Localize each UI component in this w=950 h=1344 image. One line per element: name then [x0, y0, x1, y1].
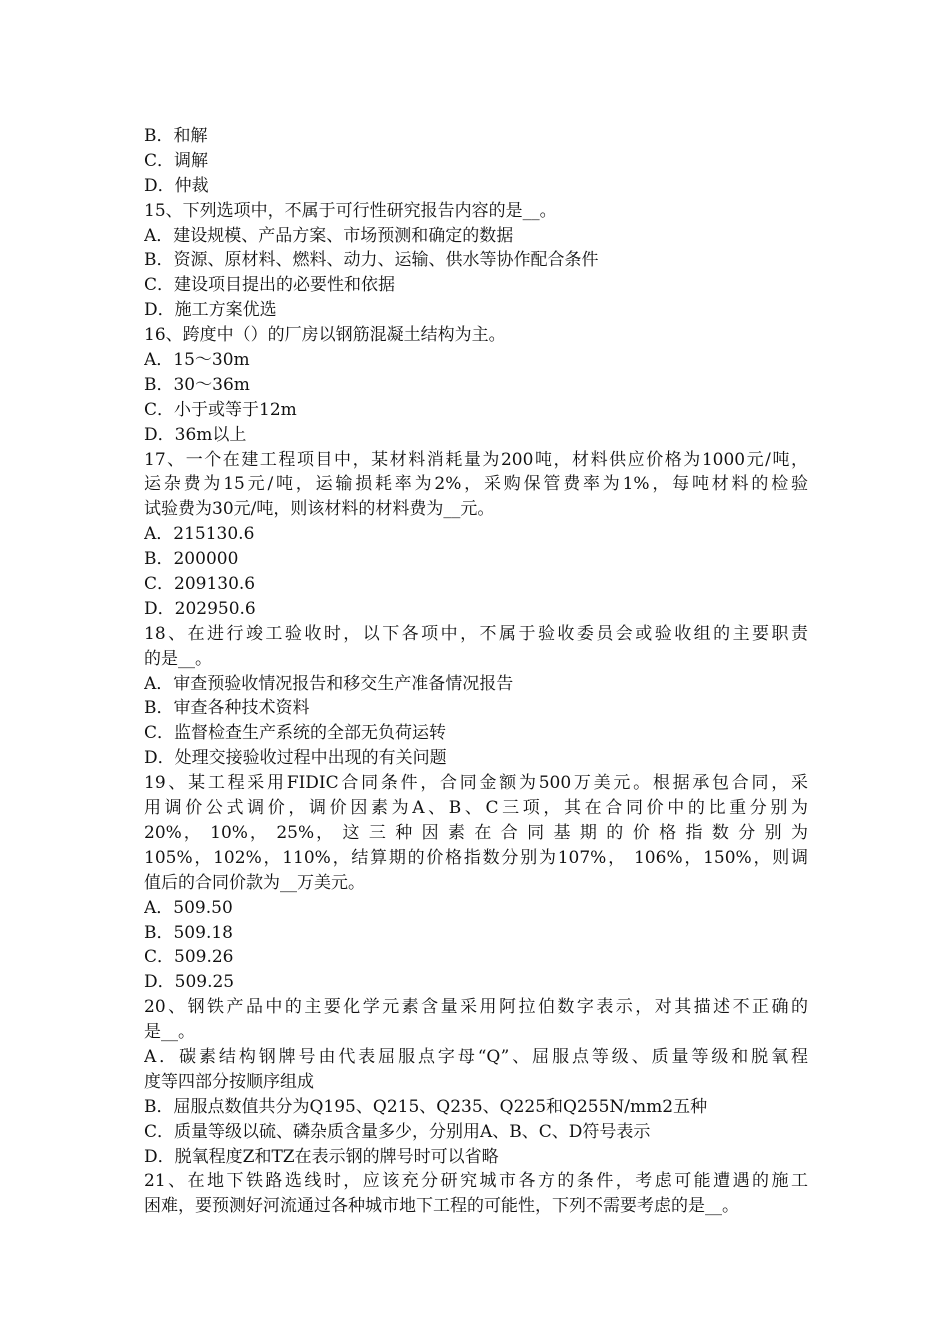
option-a-q20-line-2: 度等四部分按顺序组成 [144, 1071, 314, 1092]
option-a-q18: A．审查预验收情况报告和移交生产准备情况报告 [144, 673, 514, 694]
question-21-line-2: 困难，要预测好河流通过各种城市地下工程的可能性，下列不需要考虑的是__。 [144, 1196, 739, 1217]
option-d-q15: D．施工方案优选 [144, 300, 277, 321]
option-b-q17: B．200000 [144, 549, 239, 570]
option-c-q14: C．调解 [144, 150, 209, 171]
option-c-q17: C．209130.6 [144, 574, 256, 595]
question-17-line-3: 试验费为30元/吨，则该材料的材料费为__元。 [144, 499, 495, 520]
option-c-q15: C．建设项目提出的必要性和依据 [144, 275, 396, 296]
option-b-q14: B．和解 [144, 126, 208, 146]
option-a-q17: A．215130.6 [144, 524, 255, 545]
option-b-q19: B．509.18 [144, 922, 233, 943]
question-18-line-2: 的是__。 [144, 648, 212, 669]
question-16: 16、跨度中（）的厂房以钢筋混凝土结构为主。 [144, 325, 506, 346]
question-19-line-5: 值后的合同价款为__万美元。 [144, 872, 365, 893]
option-b-q16: B．30～36m [144, 374, 250, 395]
option-b-q15: B．资源、原材料、燃料、动力、运输、供水等协作配合条件 [144, 250, 599, 271]
option-a-q20-line-1: A．碳素结构钢牌号由代表屈服点字母“Q”、屈服点等级、质量等级和脱氧程 [144, 1046, 808, 1067]
question-18-line-1: 18、在进行竣工验收时，以下各项中，不属于验收委员会或验收组的主要职责 [144, 623, 808, 644]
option-a-q19: A．509.50 [144, 897, 233, 918]
question-21-line-1: 21、在地下铁路选线时，应该充分研究城市各方的条件，考虑可能遭遇的施工 [144, 1171, 808, 1192]
option-c-q18: C．监督检查生产系统的全部无负荷运转 [144, 723, 447, 744]
option-d-q20: D．脱氧程度Z和TZ在表示钢的牌号时可以省略 [144, 1146, 499, 1167]
question-17-line-1: 17、一个在建工程项目中，某材料消耗量为200吨，材料供应价格为1000元/吨， [144, 449, 808, 470]
option-a-q15: A．建设规模、产品方案、市场预测和确定的数据 [144, 225, 514, 246]
question-20-line-2: 是__。 [144, 1022, 195, 1043]
document-body [144, 124, 808, 1219]
option-d-q19: D．509.25 [144, 972, 235, 993]
option-b-q18: B．审查各种技术资料 [144, 698, 310, 719]
question-19-line-4: 105%，102%，110%，结算期的价格指数分别为107%， 106%，150%，则调 [144, 847, 808, 868]
option-d-q16: D．36m以上 [144, 424, 247, 445]
question-19-line-3: 20%， 10%， 25%， 这 三 种 因 素 在 合 同 基 期 的 价 格 指 数 分 别 为 [144, 822, 808, 843]
option-c-q20: C．质量等级以硫、磷杂质含量多少，分别用A、B、C、D符号表示 [144, 1121, 651, 1142]
option-d-q17: D．202950.6 [144, 598, 256, 619]
option-b-q20: B．屈服点数值共分为Q195、Q215、Q235、Q225和Q255N/mm2五种 [144, 1096, 708, 1117]
question-17-line-2: 运杂费为15元/吨，运输损耗率为2%，采购保管费率为1%，每吨材料的检验 [144, 474, 808, 495]
option-a-q16: A．15～30m [144, 350, 250, 371]
option-c-q19: C．509.26 [144, 947, 234, 968]
question-19-line-1: 19、某工程采用FIDIC合同条件，合同金额为500万美元。根据承包合同，采 [144, 773, 808, 794]
question-20-line-1: 20、钢铁产品中的主要化学元素含量采用阿拉伯数字表示，对其描述不正确的 [144, 997, 808, 1018]
option-d-q14: D．仲裁 [144, 175, 209, 196]
option-d-q18: D．处理交接验收过程中出现的有关问题 [144, 748, 447, 769]
question-15: 15、下列选项中，不属于可行性研究报告内容的是__。 [144, 200, 557, 221]
question-19-line-2: 用调价公式调价，调价因素为A、B、C三项，其在合同价中的比重分别为 [144, 798, 808, 819]
option-c-q16: C．小于或等于12m [144, 399, 297, 420]
